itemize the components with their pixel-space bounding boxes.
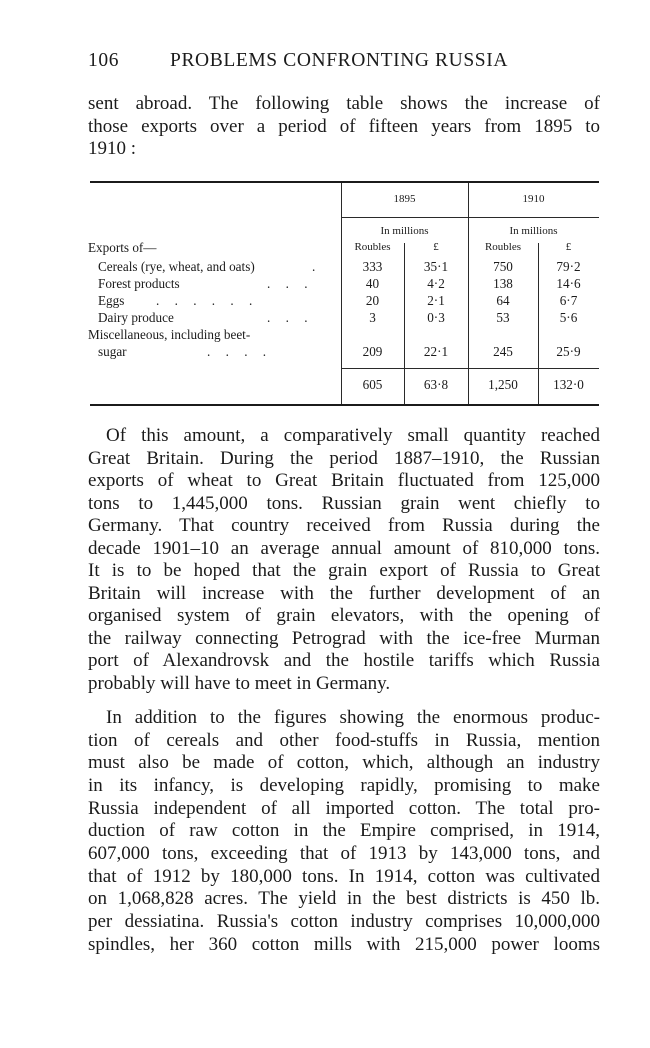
text-line: Great Britain. During the period 1887–1910, the Russian [88,447,600,469]
leader-dots: . . . . [207,344,273,359]
running-head-title: PROBLEMS CONFRONTING RUSSIA [170,50,509,71]
text-line: sent abroad. The following table shows the increase of [88,93,600,114]
text-line: organised system of grain elevators, with the opening of [88,605,600,626]
row-label-dairy: Dairy produce [98,310,174,325]
total-pound-1895: 63·8 [423,377,449,392]
cell-pound-1895: 35·1 [423,259,449,274]
total-roubles-1910: 1,250 [488,377,518,392]
text-line: tion of cereals and other food-stuffs in Russia, mention [88,729,600,751]
roubles-header-1910: Roubles [484,241,522,253]
row-label-cereals: Cereals (rye, wheat, and oats) [98,259,255,274]
cell-roubles-1895: 333 [362,259,383,274]
text-line: 607,000 tons, exceeding that of 1913 by 143,000 tons, and [88,842,600,864]
running-header [88,50,604,74]
text-line: on 1,068,828 acres. The yield in the best districts is 450 lb. [88,888,600,910]
row-label-forest: Forest products [98,276,180,291]
text-line: 1910 : [88,138,137,160]
row-label-misc: Miscellaneous, including beet- [88,327,251,342]
leader-dots: . [312,259,322,274]
text-line: Russia independent of all imported cotton. The total pro- [88,797,600,819]
cell-roubles-1910: 245 [493,344,513,359]
text-line: Of this amount, a comparatively small quantity reached [106,425,600,446]
cell-roubles-1895: 40 [365,276,380,291]
exports-table [90,181,599,407]
cell-roubles-1895: 209 [362,344,383,359]
row-heading: Exports of— [88,240,157,255]
cell-roubles-1895: 3 [369,310,376,325]
leader-dots: . . . [267,310,314,325]
cell-roubles-1910: 53 [496,310,510,325]
text-line: It is to be hoped that the grain export of Russia to Great [88,560,600,581]
cell-pound-1910: 79·2 [556,259,581,274]
cell-roubles-1910: 138 [493,276,513,291]
text-line: in its infancy, is developing rapidly, promising to make [88,774,600,796]
table-top-rule [90,181,599,183]
cell-roubles-1910: 64 [496,293,510,308]
text-line: must also be made of cotton, which, although an industry [88,752,600,774]
cotton-paragraph [88,707,600,956]
roubles-header-1895: Roubles [354,241,391,253]
pound-header-1910: £ [565,241,572,253]
cell-pound-1910: 5·6 [559,310,578,325]
cell-roubles-1910: 750 [493,259,513,274]
total-rule [341,368,599,369]
text-line: that of 1912 by 180,000 tons. In 1914, cotton was cultivated [88,865,600,887]
text-line: port of Alexandrovsk and the hostile tariffs which Russia [88,650,600,671]
grain-export-paragraph [88,425,600,695]
row-label-eggs: Eggs [98,293,125,308]
cell-pound-1895: 22·1 [423,344,449,359]
cell-pound-1910: 6·7 [559,293,578,308]
total-roubles-1895: 605 [362,377,383,392]
header-rule [341,217,599,218]
text-line: spindles, her 360 cotton mills with 215,000 power looms [88,933,600,955]
cell-pound-1910: 25·9 [556,344,581,359]
leader-dots: . . . . . . [156,293,259,308]
intro-paragraph [88,93,600,161]
text-line: exports of wheat to Great Britain fluctuated from 125,000 [88,470,600,491]
text-line: per dessiatina. Russia's cotton industry comprises 10,000,000 [88,910,600,932]
leader-dots: . . . [267,276,314,291]
year-1895-header: 1895 [393,193,416,205]
text-line: decade 1901–10 an average annual amount of 810,000 tons. [88,537,600,559]
text-line: those exports over a period of fifteen years from 1895 to [88,115,600,137]
unit-heading-1895: In millions [380,225,429,237]
pound-header-1895: £ [433,241,439,253]
text-line: probably will have to meet in Germany. [88,672,391,694]
total-pound-1910: 132·0 [553,377,584,392]
text-line: the railway connecting Petrograd with the ice-free Murman [88,627,600,649]
cell-pound-1910: 14·6 [556,276,581,291]
unit-heading-1910: In millions [509,225,558,237]
cell-pound-1895: 4·2 [427,276,445,291]
text-line: Germany. That country received from Russia during the [88,515,600,536]
text-line: In addition to the figures showing the enormous produc- [106,707,600,728]
text-line: duction of raw cotton in the Empire comprised, in 1914, [88,820,600,842]
cell-pound-1895: 2·1 [427,293,445,308]
row-label-misc-cont: sugar [98,344,127,359]
table-bottom-rule [90,404,599,406]
page-number: 106 [88,50,120,71]
cell-roubles-1895: 20 [365,293,380,308]
text-line: tons to 1,445,000 tons. Russian grain went chiefly to [88,492,600,514]
cell-pound-1895: 0·3 [427,310,445,325]
year-1910-header: 1910 [522,193,545,205]
text-line: Britain will increase with the further development of an [88,582,600,604]
